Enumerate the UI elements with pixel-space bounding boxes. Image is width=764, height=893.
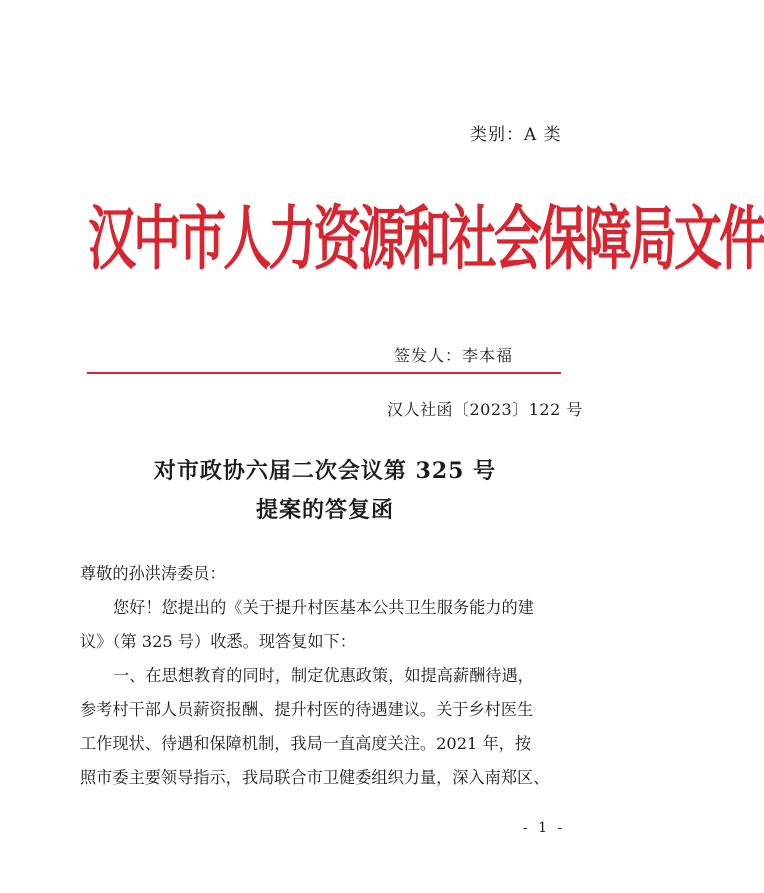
document-number: 汉人社函〔2023〕122 号 (387, 400, 583, 419)
body-line: 参考村干部人员薪资报酬、提升村医的待遇建议。关于乡村医生 (80, 700, 534, 719)
body-line: 一、在思想教育的同时，制定优惠政策，如提高薪酬待遇， (113, 666, 534, 685)
category-label: 类别：A 类 (470, 125, 562, 145)
body-line: 工作现状、待遇和保障机制，我局一直高度关注。2021 年，按 (80, 734, 532, 753)
document-title (80, 452, 570, 530)
page-number: - 1 - (523, 820, 566, 836)
document-title-line-1: 对市政协六届二次会议第 325 号 (153, 458, 497, 484)
body-line: 照市委主要领导指示，我局联合市卫健委组织力量，深入南郑区、 (80, 768, 550, 787)
document-header-title: 汉中市人力资源和社会保障局文件 (88, 197, 764, 280)
header-divider (87, 372, 561, 374)
body-line: 议》（第 325 号）收悉。现答复如下： (80, 632, 356, 651)
document-title-line-2: 提案的答复函 (255, 497, 394, 523)
signer-label: 签发人：李本福 (394, 346, 514, 365)
body-line: 您好！您提出的《关于提升村医基本公共卫生服务能力的建 (113, 598, 534, 617)
salutation: 尊敬的孙洪涛委员： (80, 564, 226, 583)
